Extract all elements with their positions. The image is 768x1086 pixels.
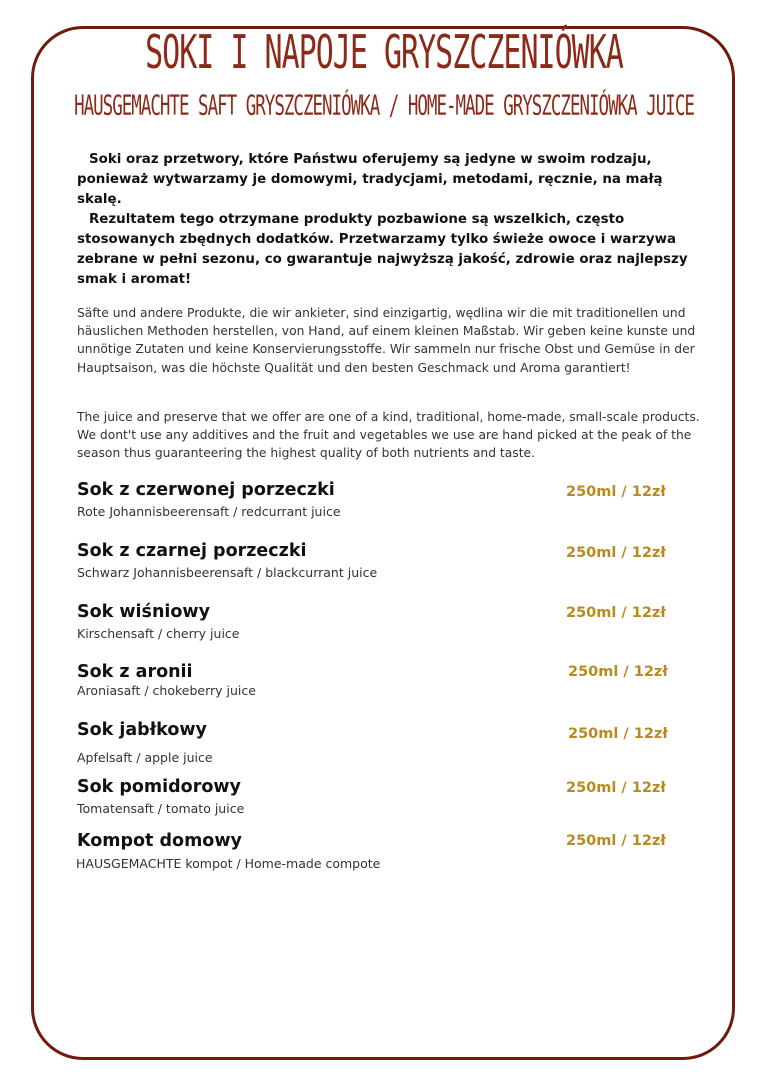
menu-item-name: Sok wiśniowy bbox=[77, 602, 210, 622]
intro-english: The juice and preserve that we offer are one of a kind, traditional, home-made, small-scale products. We dont't use any additives and the fruit and vegetables we use are hand picked at the peak of the season thus guaranteering the highest quality of both nutrients and taste. bbox=[77, 410, 700, 461]
menu-item-price: 250ml / 12zł bbox=[566, 545, 666, 561]
intro-german: Säfte und andere Produkte, die wir ankieter, sind einzigartig, wędlina wir die mit traditionellen und häuslichen Methoden herstellen, von Hand, auf einem kleinen Maßstab. Wir geben keine kunste und unnötige Zutaten und keine Konservierungsstoffe. Wir sammeln nur frische Obst und Gemüse in der Hauptsaison, was die höchste Qualität und den besten Geschmack und Aroma garantiert! bbox=[77, 306, 696, 375]
intro-polish bbox=[77, 150, 697, 290]
menu-item-name: Kompot domowy bbox=[77, 831, 242, 851]
menu-item-price: 250ml / 12zł bbox=[566, 484, 666, 500]
menu-item-price: 250ml / 12zł bbox=[566, 605, 666, 621]
menu-item-description: Rote Johannisbeerensaft / redcurrant juice bbox=[77, 504, 341, 519]
menu-item-description: Kirschensaft / cherry juice bbox=[77, 626, 240, 641]
menu-item-name: Sok z czerwonej porzeczki bbox=[77, 480, 335, 500]
menu-item-price: 250ml / 12zł bbox=[566, 833, 666, 849]
intro-polish-paragraph-1: Soki oraz przetwory, które Państwu oferujemy są jedyne w swoim rodzaju, ponieważ wytwarzamy je domowymi, tradycjami, metodami, ręcznie, na małą skalę. bbox=[77, 152, 663, 207]
menu-item-price: 250ml / 12zł bbox=[566, 780, 666, 796]
menu-item-price: 250ml / 12zł bbox=[568, 664, 668, 680]
menu-item-price: 250ml / 12zł bbox=[568, 726, 668, 742]
menu-item-description: Apfelsaft / apple juice bbox=[77, 750, 213, 765]
menu-item-name: Sok z czarnej porzeczki bbox=[77, 541, 307, 561]
menu-item-description: Aroniasaft / chokeberry juice bbox=[77, 683, 256, 698]
menu-item-description: Schwarz Johannisbeerensaft / blackcurrant juice bbox=[77, 565, 378, 580]
menu-item-name: Sok jabłkowy bbox=[77, 720, 207, 740]
menu-title: SOKI I NAPOJE GRYSZCZENIÓWKA bbox=[145, 26, 623, 81]
menu-item-description: HAUSGEMACHTE kompot / Home-made compote bbox=[76, 856, 381, 871]
menu-subtitle: HAUSGEMACHTE SAFT GRYSZCZENIÓWKA / HOME-MADE GRYSZCZENIÓWKA JUICE bbox=[74, 91, 694, 122]
intro-polish-paragraph-2: Rezultatem tego otrzymane produkty pozbawione są wszelkich, często stosowanych zbędnych dodatków. Przetwarzamy tylko świeże owoce i warzywa zebrane w pełni sezonu, co gwarantuje najwyższą jakość, zdrowie oraz najlepszy smak i aromat! bbox=[77, 212, 688, 287]
menu-item-name: Sok z aronii bbox=[77, 662, 193, 682]
menu-item-name: Sok pomidorowy bbox=[77, 777, 241, 797]
menu-item-description: Tomatensaft / tomato juice bbox=[77, 801, 245, 816]
